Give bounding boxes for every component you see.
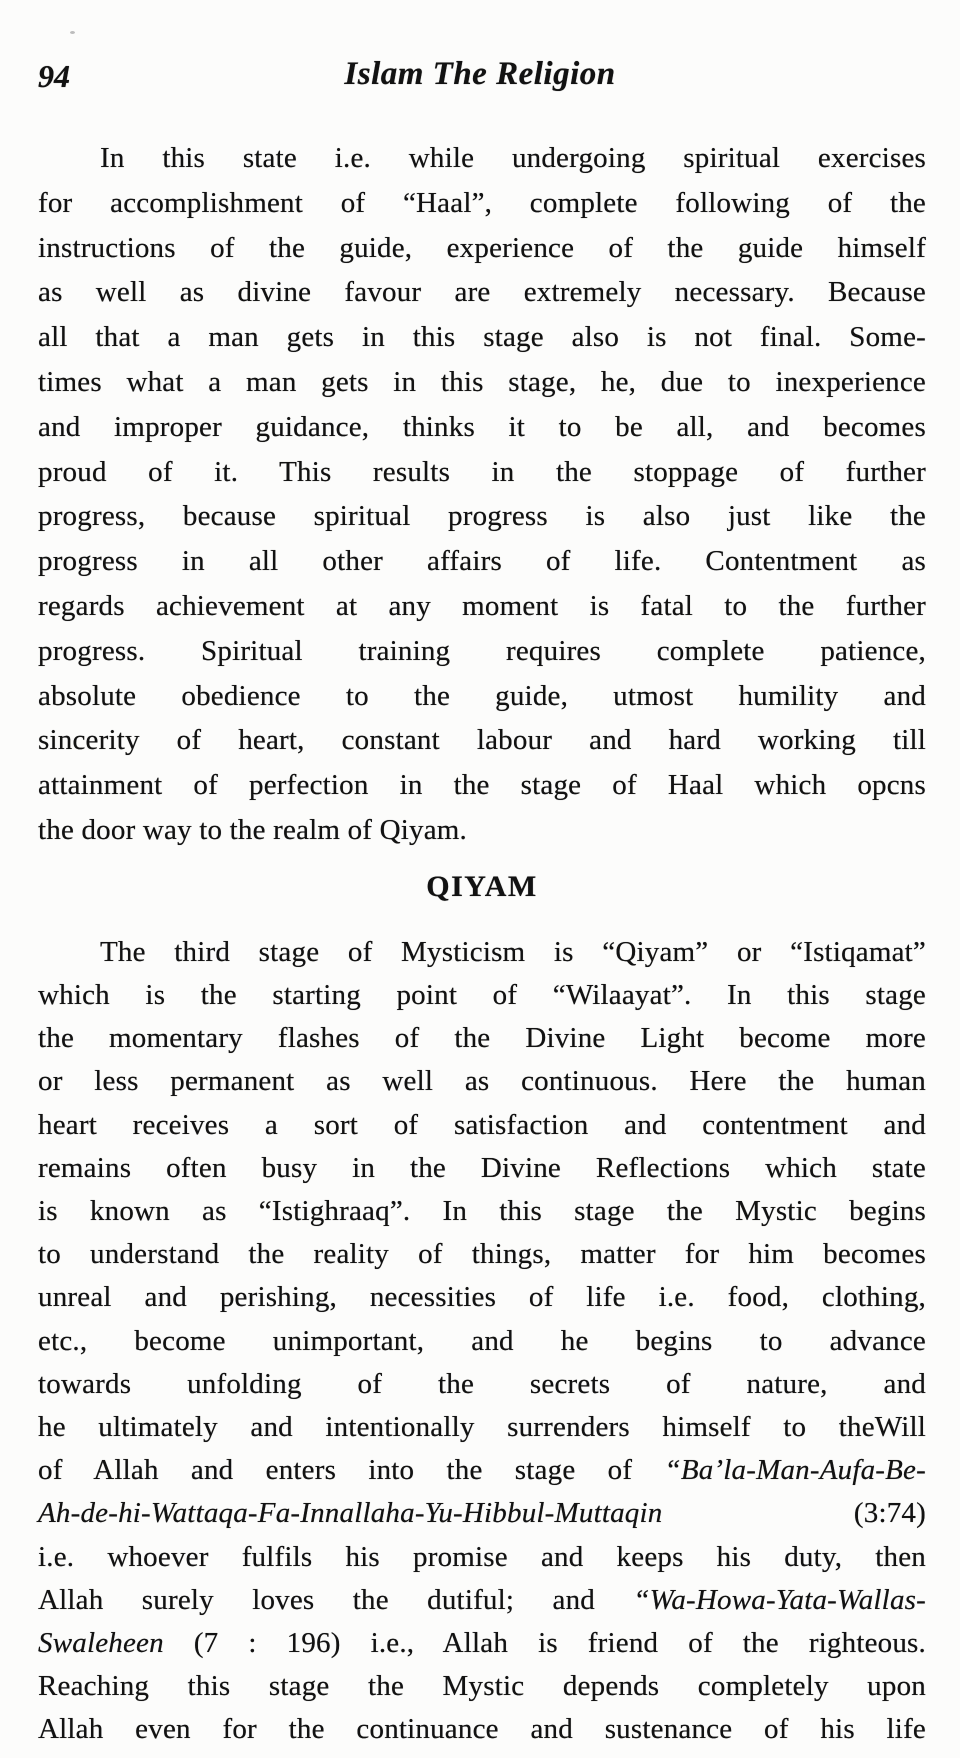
text-segment: i.e. whoever fulfils his promise and keeps his duty, then [38, 1540, 926, 1573]
text-segment: Reaching this stage the Mystic depends completely upon [38, 1670, 926, 1703]
text-segment: is known as “Istighraaq”. In this stage the Mystic begins [38, 1194, 926, 1227]
text-line [38, 718, 926, 763]
text-segment: which is the starting point of “Wilaayat”. In this stage [38, 978, 926, 1011]
text-line [38, 315, 926, 360]
text-line [38, 270, 926, 315]
text-line [38, 1665, 926, 1708]
text-line [38, 539, 926, 584]
text-line [38, 405, 926, 450]
text-segment: all that a man gets in this stage also is not final. Some- [38, 321, 926, 354]
text-segment: etc., become unimportant, and he begins to advance [38, 1324, 926, 1357]
transliteration-italic: “Wa-Howa-Yata-Wallas- [633, 1583, 926, 1616]
text-line [38, 1492, 926, 1535]
scan-speck [70, 31, 75, 34]
text-segment: or less permanent as well as continuous. Here the human [38, 1065, 926, 1098]
text-segment: progress, because spiritual progress is also just like the [38, 500, 926, 533]
paragraph-qiyam [38, 931, 926, 1752]
section-heading-qiyam: QIYAM [426, 869, 538, 903]
text-segment: times what a man gets in this stage, he, due to inexperience [38, 365, 926, 398]
text-segment: for accomplishment of “Haal”, complete following of the [38, 186, 926, 219]
text-line [38, 1406, 926, 1449]
page-body [38, 136, 926, 1752]
text-line [38, 584, 926, 629]
text-line [38, 1060, 926, 1103]
text-segment: towards unfolding of the secrets of nature, and [38, 1367, 926, 1400]
text-segment: Allah surely loves the dutiful; and [38, 1583, 634, 1616]
text-line [38, 674, 926, 719]
text-line [38, 1708, 926, 1751]
paragraph-haal-continuation [38, 136, 926, 853]
text-segment: heart receives a sort of satisfaction and contentment and [38, 1108, 926, 1141]
text-segment: regards achievement at any moment is fatal to the further [38, 589, 926, 622]
text-segment: remains often busy in the Divine Reflections which state [38, 1151, 926, 1184]
text-segment: proud of it. This results in the stoppage of further [38, 455, 926, 488]
text-line [38, 1320, 926, 1363]
running-title: Islam The Religion [344, 56, 616, 92]
text-line [38, 1017, 926, 1060]
text-line [38, 931, 926, 974]
text-segment: progress. Spiritual training requires complete patience, [38, 634, 926, 667]
text-line [38, 763, 926, 808]
text-line [38, 1536, 926, 1579]
text-segment: the momentary flashes of the Divine Light become more [38, 1022, 926, 1055]
text-segment: to understand the reality of things, matter for him becomes [38, 1238, 926, 1271]
text-line [38, 808, 926, 853]
text-line [38, 1147, 926, 1190]
text-line [38, 1104, 926, 1147]
transliteration-italic: Swaleheen [38, 1627, 164, 1659]
transliteration-italic: Ah-de-hi-Wattaqa-Fa-Innallaha-Yu-Hibbul-Muttaqin [38, 1497, 663, 1530]
text-line [38, 1233, 926, 1276]
text-line [38, 974, 926, 1017]
text-segment: and improper guidance, thinks it to be all, and becomes [38, 410, 926, 443]
text-line [38, 1579, 926, 1622]
text-segment: he ultimately and intentionally surrenders himself to theWill [38, 1410, 926, 1443]
text-line [38, 1449, 926, 1492]
text-line [38, 360, 926, 405]
text-line [38, 1622, 926, 1665]
text-line [38, 136, 926, 181]
text-line [38, 181, 926, 226]
text-segment: In this state i.e. while undergoing spiritual exercises [100, 142, 926, 174]
text-line [38, 629, 926, 674]
text-segment: The third stage of Mysticism is “Qiyam” or “Istiqamat” [100, 935, 926, 968]
text-segment: (7 : 196) i.e., Allah is friend of the righteous. [163, 1627, 926, 1659]
text-segment: progress in all other affairs of life. Contentment as [38, 545, 926, 578]
page-number: 94 [38, 58, 70, 94]
text-segment: attainment of perfection in the stage of Haal which opcns [38, 769, 926, 802]
text-segment: of Allah and enters into the stage of [38, 1454, 665, 1487]
text-segment: Allah even for the continuance and sustenance of his life [38, 1713, 926, 1746]
running-head [38, 56, 922, 102]
text-segment: as well as divine favour are extremely necessary. Because [38, 276, 926, 309]
text-line [38, 1276, 926, 1319]
text-segment: (3:74) [662, 1497, 926, 1530]
text-line [38, 450, 926, 495]
text-line [38, 494, 926, 539]
transliteration-italic: “Ba’la-Man-Aufa-Be- [664, 1454, 926, 1487]
text-line [38, 226, 926, 271]
text-line [38, 1363, 926, 1406]
text-segment: instructions of the guide, experience of the guide himself [38, 231, 926, 264]
text-segment: absolute obedience to the guide, utmost humility and [38, 679, 926, 712]
text-line [38, 1190, 926, 1233]
text-segment: unreal and perishing, necessities of life i.e. food, clothing, [38, 1281, 926, 1314]
text-segment: sincerity of heart, constant labour and hard working till [38, 724, 926, 757]
text-segment: the door way to the realm of Qiyam. [38, 813, 467, 846]
